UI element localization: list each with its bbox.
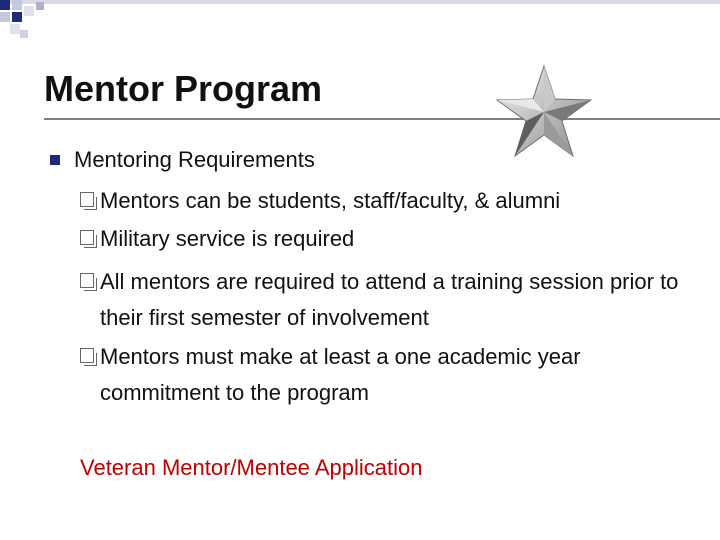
decorative-header-squares xyxy=(0,0,720,60)
silver-star-icon xyxy=(494,64,594,160)
box-bullet-icon xyxy=(80,348,94,363)
main-bullet-text: Mentoring Requirements xyxy=(74,147,315,172)
box-bullet-icon xyxy=(80,192,94,207)
sub-bullet xyxy=(80,183,700,219)
box-bullet-icon xyxy=(80,273,94,288)
sub-bullet-text: Mentors must make at least a one academic year commitment to the program xyxy=(100,344,581,405)
sub-bullet-text: Mentors can be students, staff/faculty, & alumni xyxy=(100,188,561,213)
box-bullet-icon xyxy=(80,230,94,245)
application-link[interactable]: Veteran Mentor/Mentee Application xyxy=(80,455,423,480)
square-bullet-icon xyxy=(50,155,60,165)
sub-bullet xyxy=(80,264,700,336)
sub-bullet xyxy=(80,339,700,411)
sub-bullet xyxy=(80,221,700,257)
slide-title: Mentor Program xyxy=(44,68,323,109)
title-divider xyxy=(44,118,720,120)
sub-bullet-text: All mentors are required to attend a training session prior to their first semester of involvement xyxy=(100,269,679,330)
sub-bullet-text: Military service is required xyxy=(100,226,355,251)
